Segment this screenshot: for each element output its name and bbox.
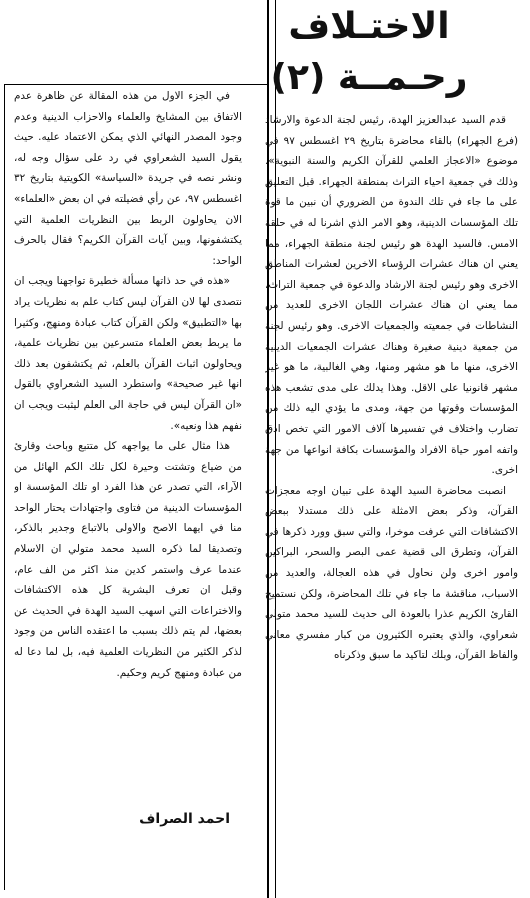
paragraph: في الجزء الاول من هذه المقالة عن ظاهرة عدم الاتفاق بين المشايخ والعلماء والاحزاب الدينية وعدم وجود المصدر النهائي الذي يمكن الاعتماد عليه. حيث يقول السيد الشعراوي في رد على سؤال وجه له، ونشر نصه في جريدة «السياسة» الكويتية بتاريخ ٣٢ اغسطس ٩٧، عن رأي فضيلته في ان بعض «العلماء» الان يحاولون الربط بين النظريات العلمية التي يكتشفونها، وبين آيات القرآن الكريم؟ فقال بالحرف الواحد:	[14, 90, 242, 267]
article-column-left	[14, 86, 242, 806]
paragraph: انصبت محاضرة السيد الهدة على تبيان اوجه معجزات القرآن، وذكر بعض الامثلة على ذلك مستدلا ببعض الاكتشافات التي عرفت موخرا، والتي سبق وورد ذكرها في القرآن، وتطرق الى قضية عمى البصر والسحر، البراكين وامور اخرى ولن نحاول في هذه العجالة، والعديد من الاسباب، مناقشة ما جاء في تلك المحاضرة، ولكن نستميح القارئ الكريم عذرا بالعودة الى حديث للسيد محمد متولي شعراوي، والذي يعتبره الكثيرون من كبار مفسري معاني والفاظ القرآن، وبلك لتاكيد ما سبق وذكرناه	[265, 484, 518, 662]
paragraph: قدم السيد عبدالعزيز الهدة، رئيس لجنة الدعوة والارشاد (فرع الجهراء) بالقاء محاضرة بتاريخ ٢٩ اغسطس ٩٧ في موضوع «الاعجاز العلمي للقرآن الكريم والسنة النبوية». وذلك في جمعية احياء التراث بمنطقة الجهراء. قبل التعليق على ما جاء في تلك الندوة من الضروري أن نبين ما قوة تلك المؤسسات الدينية، وهو الامر الذي اشرنا له في حلقة الامس. فالسيد الهدة هو رئيس لجنة منطقة الجهراء، مما يعني ان هناك عشرات الرؤساء الاخرين لعشرات المناطق الاخرى وهو رئيس لجنة الارشاد والدعوة في جمعية التراث، مما يعني ان هناك عشرات اللجان الاخرى للعديد من النشاطات في جمعيته والجمعيات الاخرى. وهو رئيس لجنة من جمعية دينية صغيرة وهناك عشرات الجمعيات الدينية الاخرى، منها ما هو مشهر ومنها، وهي الغالبية، ما هو غير مشهر قانونيا على الاقل. وهذا يدلك على مدى تشعب هذه المؤسسات وقوتها من جهة، ومدى ما يؤدي اليه ذلك من تضارب واختلاف في تفسيرها آلاف الامور التي تخص ادق واتفه امور حياة الافراد والمؤسسات بكافة انواعها من جهة اخرى.	[265, 114, 518, 477]
frame-border-top	[4, 84, 267, 85]
paragraph: هذا مثال على ما يواجهه كل متتبع وباحث وقارئ من ضياع وتشتت وحيرة لكل تلك الكم الهائل من الآراء، التي تصدر عن هذا الفرد او تلك المؤسسة او المؤسسات الدينية من فتاوى واجتهادات يحتار الواحد منا في ايهما الاصح والاولى بالاتباع وجدير بالذكر، وتصديقا لما ذكره السيد محمد متولي ان الاسلام عندما عرف واستمر كدين منذ اكثر من الف عام، وقبل ان تعرف البشرية كل هذه الاكتشافات والاختراعات التي اسهب السيد الهدة في الحديث عن بعضها، لم يتم ذلك بسبب ما اعتقده الناس من وجود لذكر الكثير من النظريات العلمية فيه، بل لما دعا له من عبادة ومنهج كريم وحكيم.	[14, 440, 242, 679]
paragraph: «هذه في حد ذاتها مسألة خطيرة تواجهنا ويجب ان نتصدى لها لان القرآن ليس كتاب علم به نظريات يراد بها «التطبيق» ولكن القرآن كتاب عبادة ومنهج، وكثيرا ما يربط بعض العلماء متسرعين بين نظريات علمية، ويحاولون اثبات القرآن بالعلم، ثم يكتشفون بعد ذلك انها غير صحيحة» واستطرد السيد الشعراوي بالقول «ان القرآن ليس في حاجة الى العلم ليثبت ويجب ان نفهم هذا ونعيه».	[14, 275, 242, 432]
article-column-right	[265, 110, 518, 896]
article-title: الاختـلاف	[288, 6, 450, 47]
article-subtitle: رحـمــة (٢)	[270, 57, 468, 98]
frame-border-left	[4, 84, 5, 890]
author-byline: احمد الصراف	[139, 811, 230, 827]
